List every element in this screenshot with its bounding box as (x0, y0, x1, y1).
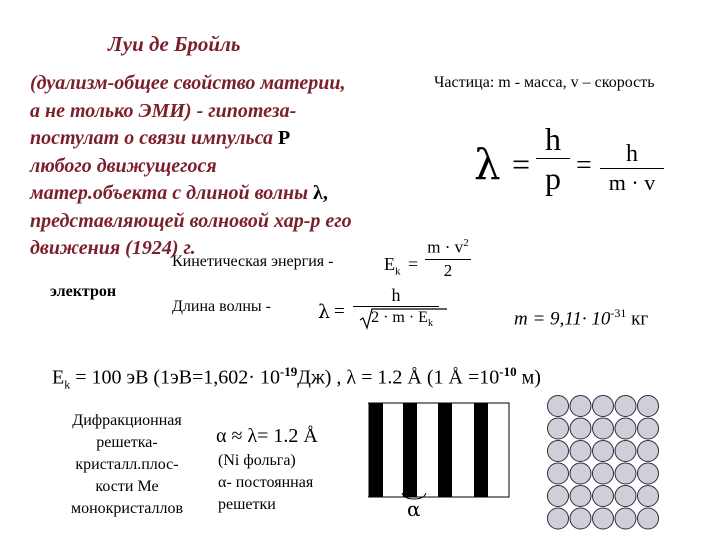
atom-circle (615, 463, 636, 484)
atom-circle (638, 508, 659, 529)
wavelength-lambda: λ (318, 301, 331, 323)
atom-circle (548, 396, 569, 417)
atom-circle (593, 441, 614, 462)
page-title: Луи де Бройль (108, 32, 241, 56)
kinetic-equals: = (408, 254, 419, 274)
formula-equals-2: = (576, 150, 592, 181)
ni-line: α- постоянная (218, 474, 314, 491)
atom-circle (548, 508, 569, 529)
atom-circle (570, 463, 591, 484)
particle-label: Частица: m - масса, v – скорость (434, 74, 655, 91)
atom-circle (593, 396, 614, 417)
atom-circle (593, 463, 614, 484)
grating-line: монокристаллов (70, 500, 184, 517)
fraction-h-over-mv (600, 140, 664, 197)
atom-circle (638, 463, 659, 484)
electron-label: электрон (50, 283, 117, 300)
lambda-symbol: λ, (313, 182, 328, 204)
fraction-denominator: p (545, 160, 561, 196)
atom-circle (615, 396, 636, 417)
atom-circle (615, 508, 636, 529)
hypothesis-line: (дуализм-общее свойство материи, (30, 72, 346, 94)
fraction-denominator: 2 (443, 260, 453, 280)
atom-circle (548, 463, 569, 484)
atom-circle (638, 486, 659, 507)
atom-circle (593, 418, 614, 439)
atom-circle (615, 441, 636, 462)
kinetic-fraction (424, 232, 472, 282)
atom-circle (593, 486, 614, 507)
hypothesis-line: а не только ЭМИ) - гипотеза- (30, 99, 297, 122)
crystal-lattice (546, 394, 666, 532)
atom-circle (593, 508, 614, 529)
sqrt-sign (359, 307, 449, 331)
grating-line: решетка- (96, 434, 158, 451)
atom-circle (638, 396, 659, 417)
wavelength-equals: = (334, 301, 345, 322)
formula-lambda: λ (474, 140, 501, 189)
ni-foil-text (218, 450, 313, 516)
formula-equals: = (512, 146, 531, 182)
atom-circle (615, 418, 636, 439)
hypothesis-line: любого движущегося (30, 154, 217, 177)
fraction-denominator: $2 \cdot m \cdot E_k$ (359, 307, 433, 335)
hypothesis-line: матер.объекта с длиной волны λ, (30, 182, 328, 204)
grating-stripes (368, 402, 510, 498)
fraction-denominator: m · v (608, 170, 656, 195)
grating-line: кристалл.плос- (75, 456, 179, 473)
grating-line: кости Ме (95, 478, 159, 495)
hypothesis-line: движения (1924) г. (30, 237, 196, 259)
ni-line: решетки (218, 496, 276, 513)
alpha-approx-lambda: α ≈ λ= 1.2 Å (216, 425, 318, 447)
hypothesis-line: представляющей волновой хар-р его (30, 209, 352, 232)
fraction-numerator: h (391, 285, 401, 305)
alpha-symbol: α (407, 497, 421, 521)
ni-line: (Ni фольга) (218, 452, 296, 469)
atom-circle (570, 418, 591, 439)
atom-circle (570, 396, 591, 417)
wavelength-label: Длина волны - (172, 298, 271, 315)
fraction-h-over-p (536, 120, 570, 197)
momentum-symbol: P (278, 127, 291, 149)
hypothesis-line: постулат о связи импульса P (30, 127, 291, 149)
atom-circle (570, 486, 591, 507)
wavelength-fraction (352, 284, 440, 335)
fraction-numerator: h (545, 121, 561, 157)
grating-line: Дифракционная (72, 412, 182, 429)
kinetic-lhs: $E_k$ (384, 254, 401, 278)
atom-circle (548, 486, 569, 507)
atom-circle (548, 418, 569, 439)
fraction-numerator: $m \cdot v^2$ (427, 237, 469, 257)
atom-circle (638, 441, 659, 462)
atom-circle (615, 486, 636, 507)
electron-mass: $m = 9,11\cdot 10^{-31}$ кг (514, 306, 649, 330)
hypothesis-text (30, 70, 450, 263)
kinetic-label: Кинетическая энергия - (172, 253, 334, 270)
fraction-numerator: h (626, 141, 638, 167)
grating-text (56, 410, 198, 520)
energy-line: $E_k = 100$ эВ $(1эВ=1,602\cdot 10^{-19}Дж)$ , λ = 1.2 Å (1 Å $=10^{-10}$ м) (52, 364, 541, 392)
atom-circle (548, 441, 569, 462)
atom-circle (638, 418, 659, 439)
atom-circle (570, 508, 591, 529)
atom-circle (570, 441, 591, 462)
